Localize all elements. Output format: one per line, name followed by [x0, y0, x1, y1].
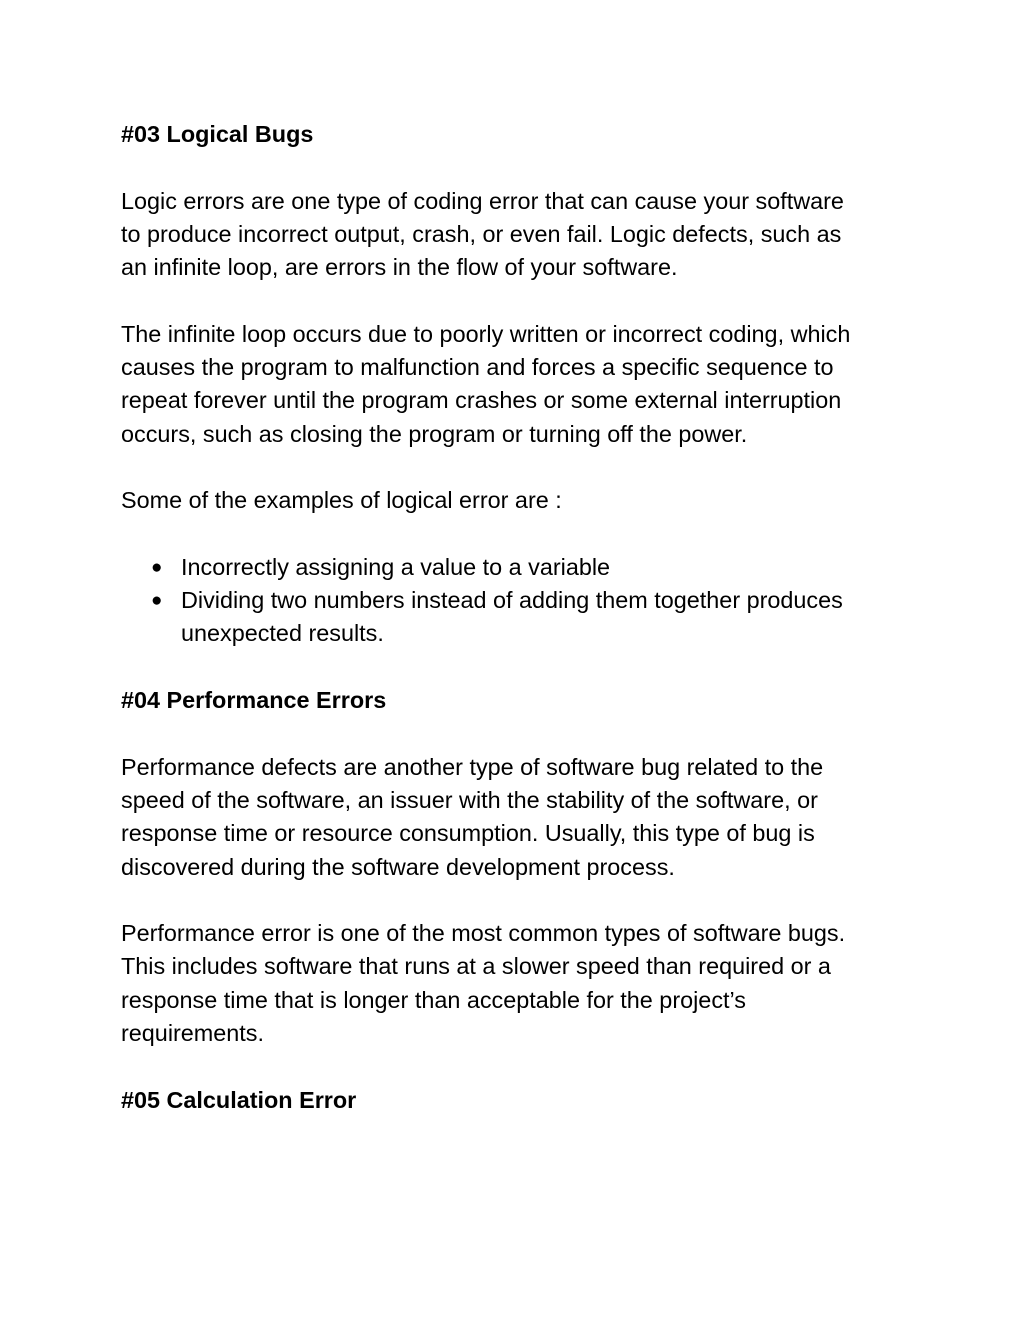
- spacer: [121, 717, 921, 750]
- spacer: [121, 1050, 921, 1083]
- text-line: to produce incorrect output, crash, or even fail. Logic defects, such as: [121, 220, 842, 247]
- paragraph-infinite-loop: [121, 318, 921, 451]
- paragraph-examples-intro: [121, 484, 921, 517]
- spacer: [121, 651, 921, 684]
- section-heading-performance-errors: #04 Performance Errors: [121, 687, 387, 714]
- section-heading-calculation-error: #05 Calculation Error: [121, 1086, 357, 1113]
- text-line: repeat forever until the program crashes or some external interruption: [121, 387, 842, 414]
- bullet-icon: ●: [151, 590, 163, 612]
- document-page: [121, 118, 921, 1117]
- list-item-line: [121, 551, 921, 584]
- bullet-icon: ●: [151, 556, 163, 578]
- section-heading-logical-bugs: #03 Logical Bugs: [121, 121, 314, 147]
- paragraph-performance-error-common: [121, 917, 921, 1050]
- text-line: an infinite loop, are errors in the flow of your software.: [121, 254, 678, 281]
- list-item-text: unexpected results.: [181, 620, 384, 647]
- list-item-line: [121, 584, 921, 617]
- text-line: response time or resource consumption. Usually, this type of bug is: [121, 820, 815, 847]
- text-line: This includes software that runs at a slower speed than required or a: [121, 953, 831, 980]
- spacer: [121, 284, 921, 317]
- spacer: [121, 151, 921, 184]
- text-line: requirements.: [121, 1020, 265, 1047]
- text-line: Performance error is one of the most common types of software bugs.: [121, 920, 846, 947]
- text-line: response time that is longer than acceptable for the project’s: [121, 986, 746, 1013]
- list-item-text: Incorrectly assigning a value to a variable: [181, 553, 611, 580]
- spacer: [121, 518, 921, 551]
- paragraph-logic-errors: [121, 185, 921, 285]
- paragraph-performance-defects: [121, 751, 921, 884]
- text-line: Some of the examples of logical error are :: [121, 487, 562, 514]
- text-line: The infinite loop occurs due to poorly written or incorrect coding, which: [121, 320, 851, 347]
- list-item-line: [121, 617, 921, 650]
- list-item: [121, 551, 921, 584]
- spacer: [121, 451, 921, 484]
- list-item-text: Dividing two numbers instead of adding them together produces: [181, 587, 843, 614]
- list-item: [121, 584, 921, 651]
- text-line: occurs, such as closing the program or turning off the power.: [121, 420, 748, 447]
- text-line: discovered during the software development process.: [121, 853, 675, 880]
- text-line: speed of the software, an issuer with the stability of the software, or: [121, 786, 818, 813]
- text-line: Performance defects are another type of software bug related to the: [121, 753, 824, 780]
- spacer: [121, 884, 921, 917]
- text-line: causes the program to malfunction and forces a specific sequence to: [121, 354, 834, 381]
- bullet-list: [121, 551, 921, 651]
- text-line: Logic errors are one type of coding error that can cause your software: [121, 187, 844, 214]
